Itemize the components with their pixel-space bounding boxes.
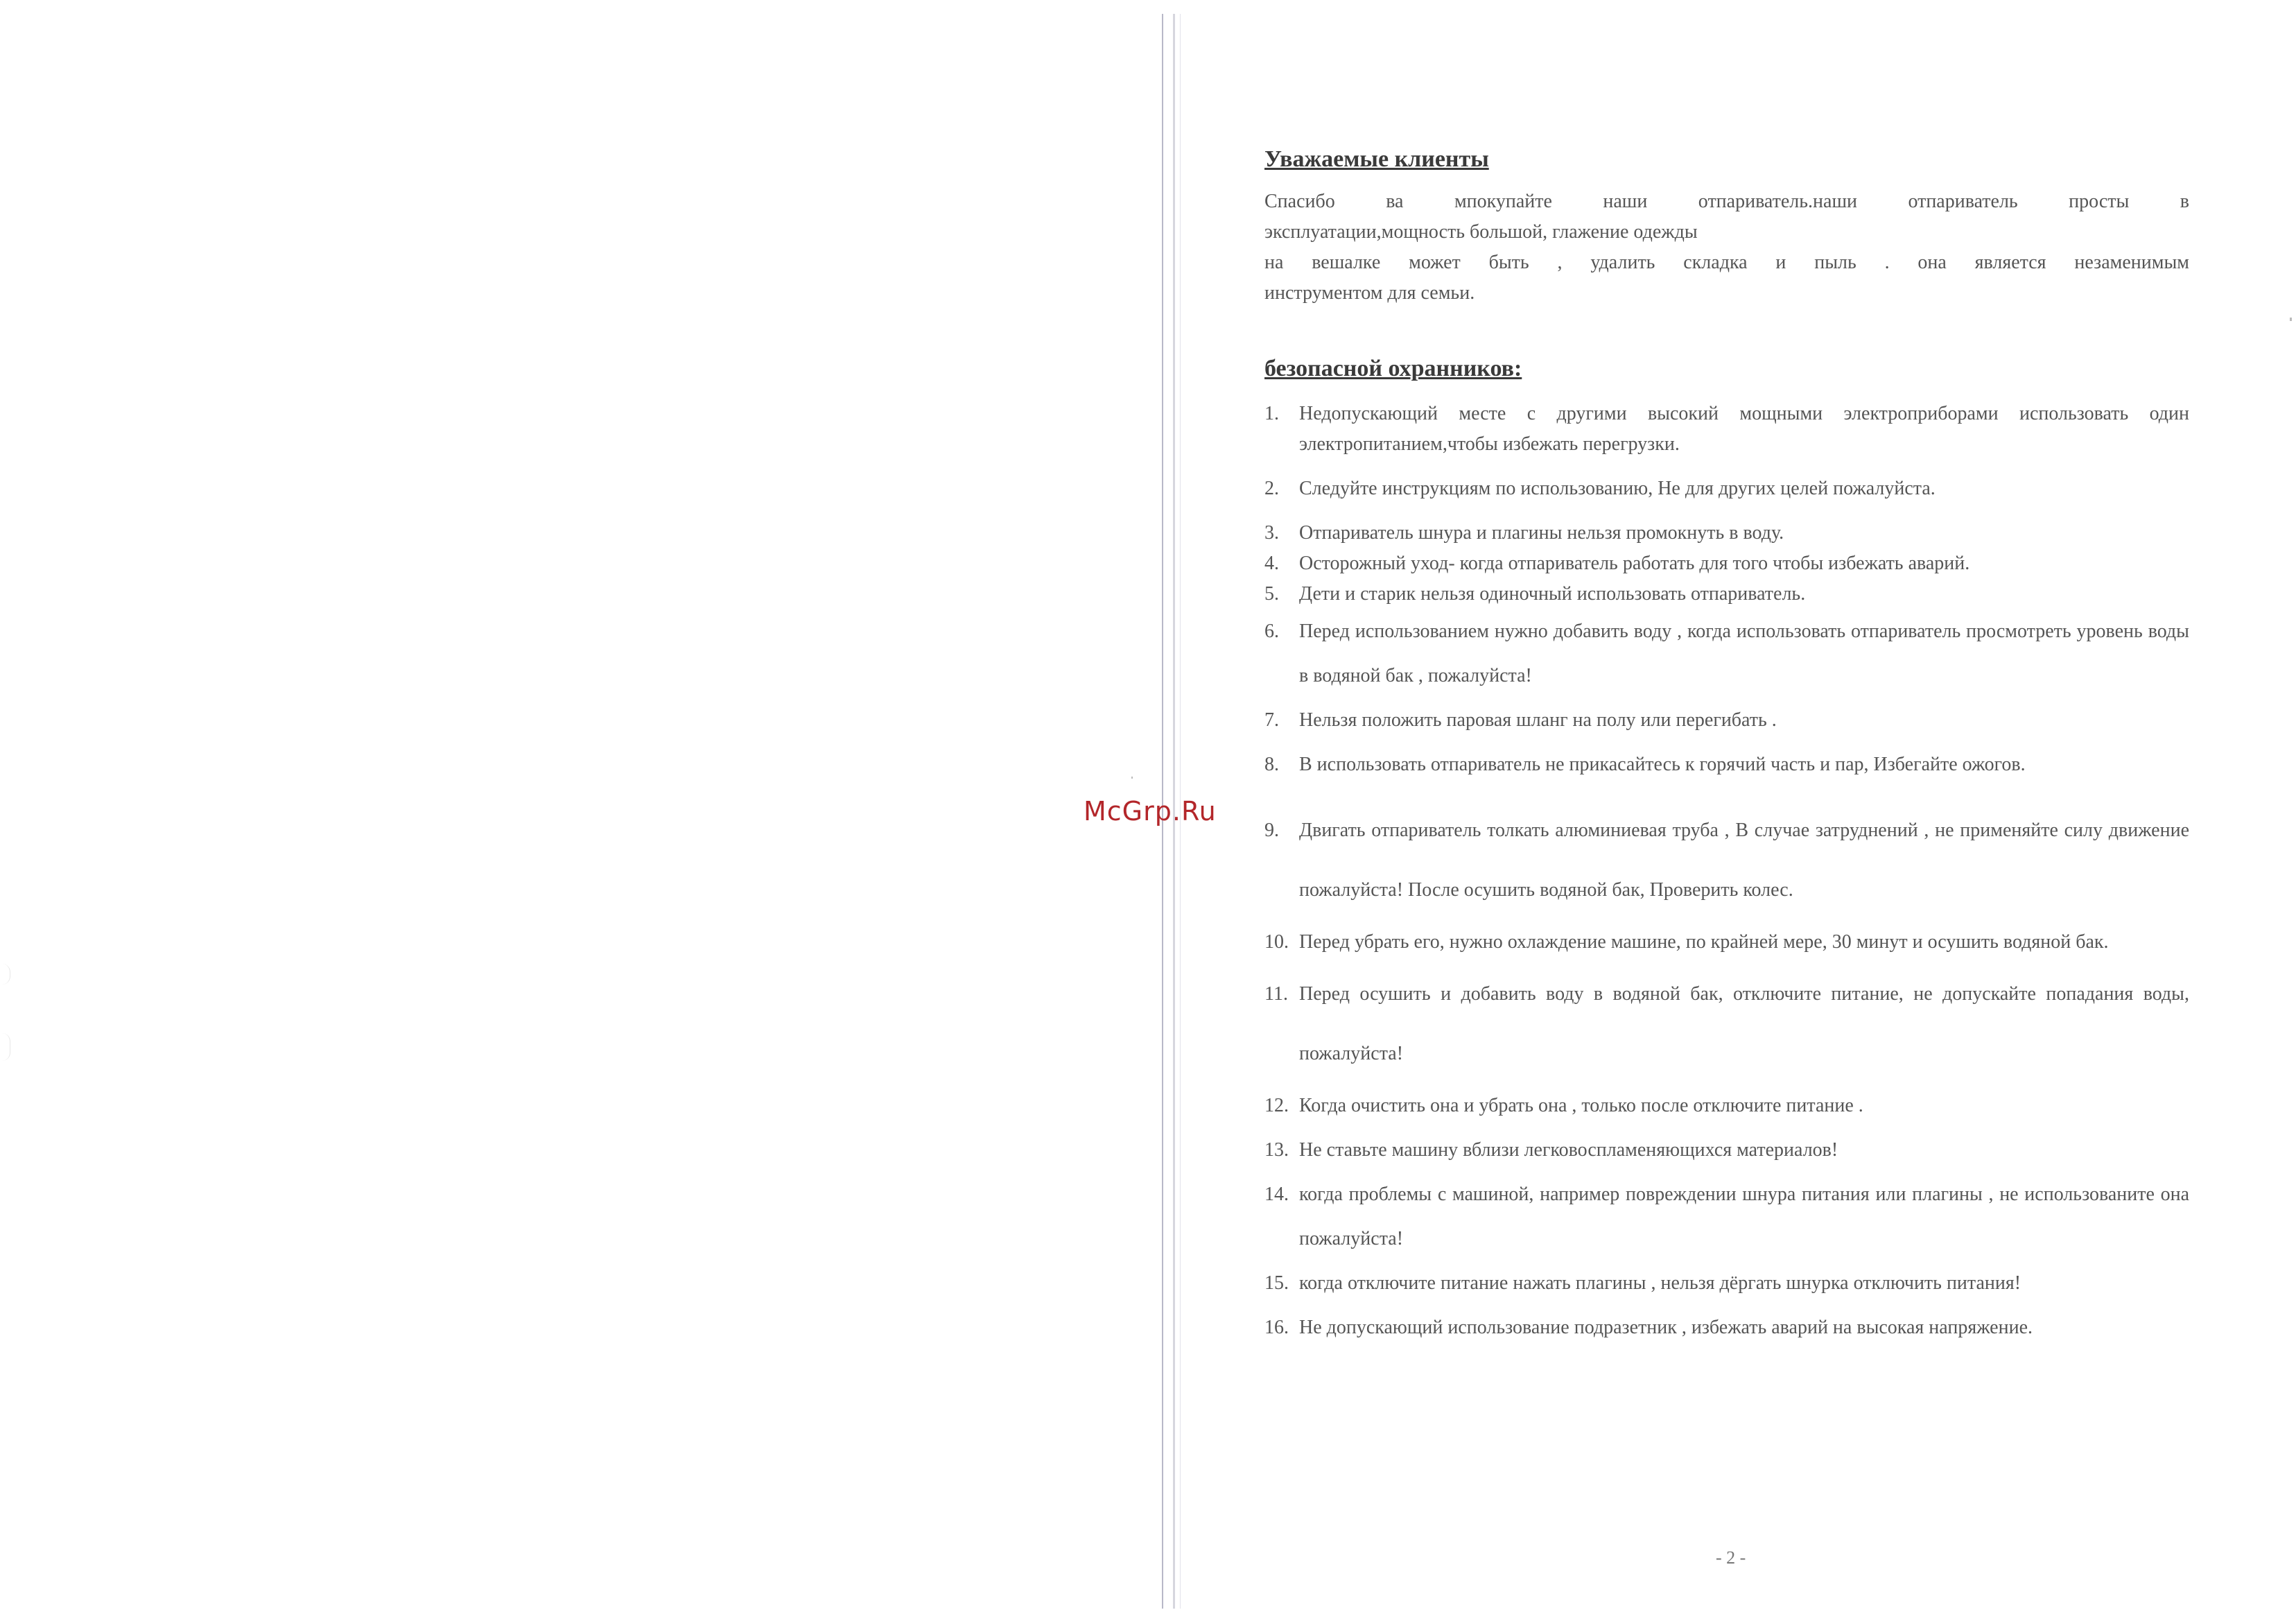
intro-line: Спасибо ва мпокупайте наши отпариватель.наши отпариватель просты в (1264, 191, 2189, 212)
item-text: В использовать отпариватель не прикасайтесь к горячий часть и пар, Избегайте ожогов. (1299, 754, 2026, 775)
scan-speck (1131, 777, 1133, 779)
item-text: Нельзя положить паровая шланг на полу или перегибать . (1299, 709, 1777, 731)
item-text: Перед осушить и добавить воду в водяной бак, отключите питание, не допускайте попадания воды, пожалуйста! (1299, 983, 2189, 1064)
intro-line: эксплуатации,мощность большой, глажение одежды (1264, 221, 1698, 243)
item-text: когда проблемы с машиной, например повреждении шнура питания или плагины , не использованите она пожалуйста! (1299, 1184, 2189, 1249)
item-number: 9. (1264, 820, 1279, 841)
item-number: 10. (1264, 931, 1289, 953)
list-item (1264, 1128, 2189, 1172)
item-number: 16. (1264, 1317, 1289, 1338)
safety-list (1264, 399, 2189, 1350)
item-text: Дети и старик нельзя одиночный использовать отпариватель. (1299, 583, 1806, 605)
intro-line: на вешалке может быть , удалить складка и пыль . она является незаменимым (1264, 252, 2189, 273)
item-number: 5. (1264, 583, 1279, 605)
page-number: - 2 - (1716, 1548, 1746, 1568)
item-number: 6. (1264, 621, 1279, 642)
item-number: 14. (1264, 1184, 1289, 1205)
item-number: 7. (1264, 709, 1279, 731)
binding-mark (0, 1033, 10, 1061)
item-number: 3. (1264, 522, 1279, 544)
list-item (1264, 743, 2189, 787)
list-item (1264, 801, 2189, 920)
item-number: 11. (1264, 983, 1288, 1005)
watermark: McGrp.Ru (1084, 796, 1217, 826)
list-item (1264, 1084, 2189, 1128)
item-number: 4. (1264, 553, 1279, 574)
item-text: Недопускающий месте с другими высокий мощными электроприборами использовать один электропитанием,чтобы избежать перегрузки. (1299, 403, 2189, 455)
item-number: 8. (1264, 754, 1279, 775)
intro-line: инструментом для семьи. (1264, 282, 1475, 304)
list-item (1264, 518, 2189, 548)
item-text: Двигать отпариватель толкать алюминиевая труба , В случае затруднений , не применяйте силу движение пожалуйста! После осушить водяной бак, Проверить колес. (1299, 820, 2189, 901)
scan-speck (2290, 318, 2292, 321)
safety-heading: безопасной охранников: (1264, 356, 1522, 381)
item-text: когда отключите питание нажать плагины , нельзя дёргать шнурка отключить питания! (1299, 1272, 2021, 1294)
list-item (1264, 579, 2189, 609)
list-item (1264, 474, 2189, 504)
item-text: Осторожный уход- когда отпариватель работать для того чтобы избежать аварий. (1299, 553, 1970, 574)
item-number: 1. (1264, 403, 1279, 424)
list-item (1264, 698, 2189, 743)
list-item (1264, 964, 2189, 1084)
list-item (1264, 1261, 2189, 1306)
list-item (1264, 1172, 2189, 1261)
item-number: 13. (1264, 1139, 1289, 1161)
list-item (1264, 1306, 2189, 1350)
intro-paragraph (1264, 187, 2189, 309)
binding-mark (0, 964, 10, 985)
item-text: Перед убрать его, нужно охлаждение машине, по крайней мере, 30 минут и осушить водяной бак. (1299, 931, 2109, 953)
item-text: Следуйте инструкциям по использованию, Не для других целей пожалуйста. (1299, 478, 1936, 499)
item-text: Отпариватель шнура и плагины нельзя промокнуть в воду. (1299, 522, 1784, 544)
item-text: Когда очистить она и убрать она , только после отключите питание . (1299, 1095, 1863, 1116)
item-text: Не ставьте машину вблизи легковоспламеняющихся материалов! (1299, 1139, 1838, 1161)
item-number: 12. (1264, 1095, 1289, 1116)
list-item (1264, 548, 2189, 579)
greeting-heading: Уважаемые клиенты (1264, 146, 1489, 172)
list-item (1264, 399, 2189, 460)
list-item (1264, 920, 2189, 964)
right-page (1264, 142, 2189, 1350)
item-number: 2. (1264, 478, 1279, 499)
item-text: Перед использованием нужно добавить воду , когда использовать отпариватель просмотреть уровень воды в водяной бак , пожалуйста! (1299, 621, 2189, 686)
item-number: 15. (1264, 1272, 1289, 1294)
list-item (1264, 609, 2189, 698)
item-text: Не допускающий использование подразетник , избежать аварий на высокая напряжение. (1299, 1317, 2033, 1338)
